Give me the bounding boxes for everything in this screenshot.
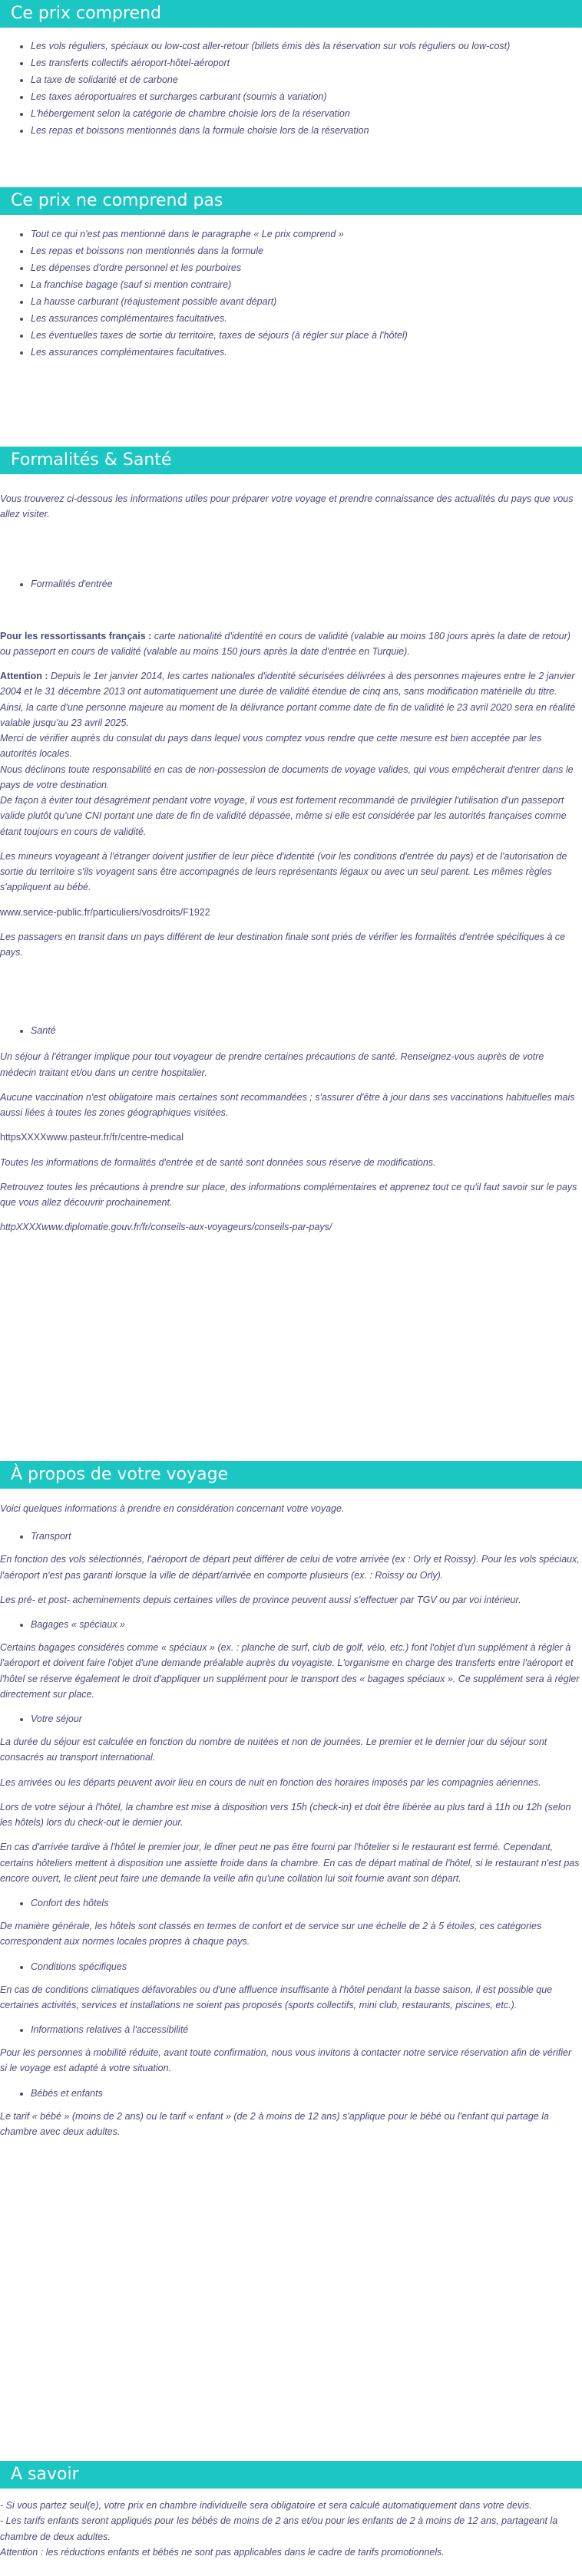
list-item: • Les repas et boissons mentionnés dans la formule choisie lors de la réservation (31, 122, 582, 139)
checkin-text: Lors de votre séjour à l'hôtel, la chambre est mise à disposition vers 15h (check-in) et doit être libérée au plus tard à 11h ou 12h (selon les hôtels) lors du check-out le dernier jour. (0, 1801, 571, 1828)
section-title: Formalités & Santé (0, 447, 582, 474)
list-item: • Les éventuelles taxes de sortie du territoire, taxes de séjours (à régler sur place à l'hôtel) (31, 327, 582, 344)
list-item: • La franchise bagage (sauf si mention contraire) (31, 276, 582, 293)
subhead-sante: • Santé (0, 1023, 580, 1038)
list-item: • Les assurances complémentaires facultatives. (31, 310, 582, 327)
section-prix-comprend (0, 0, 582, 157)
subhead-bagages: • Bagages « spéciaux » (0, 1617, 580, 1632)
list-item: • La hausse carburant (réajustement possible avant départ) (31, 293, 582, 310)
attention-text: Attention : Depuis le 1er janvier 2014, les cartes nationales d'identité sécurisées délivrées à des personnes majeures entre le 2 janvier 2004 et le 31 décembre 2013 ont automatiquement une durée de validité étendue de cinq ans, sans modification matérielle du titre. Ainsi, la carte d'une personne majeure au moment de la délivrance portant comme date de fin de validité le 23 avril 2020 sera en réalité valable jusqu'au 23 avril 2025. (0, 671, 576, 728)
section-formalites-sante (0, 447, 582, 1461)
bebes-text: Le tarif « bébé » (moins de 2 ans) ou le tarif « enfant » (de 2 à moins de 12 ans) s'applique pour le bébé ou l'enfant qui partage la chambre avec deux adultes. (0, 2110, 549, 2137)
list-item: • Les dépenses d'ordre personnel et les pourboires (31, 259, 582, 276)
savoir-line-2: - Les tarifs enfants seront appliqués pour les bébés de moins de 2 ans et/ou pour les enfants de 2 à moins de 12 ans, partageant la chambre de deux adultes. (0, 2515, 558, 2542)
subhead-transport: • Transport (0, 1529, 580, 1544)
section-title: Ce prix ne comprend pas (0, 187, 582, 215)
conditions-text: En cas de conditions climatiques défavorables ou d'une affluence insuffisante à l'hôtel pendant la basse saison, il est possible que certaines activités, services et installations ne soient pas proposés (sports collectifs, mini club, restaurants, piscines, etc.). (0, 1984, 553, 2010)
list-item: • Tout ce qui n'est pas mentionné dans le paragraphe « Le prix comprend » (31, 226, 582, 242)
list-item: • L'hébergement selon la catégorie de chambre choisie lors de la réservation (31, 105, 582, 122)
section-prix-ne-comprend-pas (0, 187, 582, 413)
reserve-text: Toutes les informations de formalités d'entrée et de santé sont données sous réserve de modifications. (0, 1156, 436, 1168)
subhead-accessibilite: • Informations relatives à l'accessibilité (0, 2022, 580, 2037)
section-title: À propos de votre voyage (0, 1461, 582, 1489)
transport-text: En fonction des vols sélectionnés, l'aéroport de départ peut différer de celui de votre arrivée (ex : Orly et Roissy). Pour les vols spéciaux, l'aéroport n'est pas garanti lorsque la ville de départ/arrivée en comporte plusieurs (ex. : Roissy ou Orly). (0, 1554, 580, 1581)
section-title: A savoir (0, 2461, 582, 2489)
excluded-list (0, 226, 582, 361)
consulat-text: Merci de vérifier auprès du consulat du pays dans lequel vous comptez vous rendre que cette mesure est bien acceptée par les autorités locales. (0, 733, 542, 760)
savoir-line-3: Attention : les réductions enfants et bébés ne sont pas applicables dans le cadre de tarifs promotionnels. (0, 2546, 445, 2558)
section-title: Ce prix comprend (0, 0, 582, 28)
precautions-text: Retrouvez toutes les précautions à prendre sur place, des informations complémentaires et apprenez tout ce qu'il faut savoir sur le pays que vous allez découvrir prochainement. (0, 1181, 577, 1208)
list-item: • Les vols réguliers, spéciaux ou low-cost aller-retour (billets émis dès la réservation sur vols réguliers ou low-cost) (31, 38, 582, 54)
list-item: • Les transferts collectifs aéroport-hôtel-aéroport (31, 54, 582, 71)
passeport-text: De façon à éviter tout désagrément pendant votre voyage, il vous est fortement recommandé de privilégier l'utilisation d'un passeport valide plutôt qu'une CNI portant une date de fin de validité dépassée, même si elle est considérée par les autorités françaises comme étant toujours en cours de validité. (0, 795, 567, 837)
section-a-savoir (0, 2461, 582, 2576)
list-item: • Les taxes aéroportuaires et surcharges carburant (soumis à variation) (31, 88, 582, 105)
list-item: • Les repas et boissons non mentionnés dans la formule (31, 242, 582, 259)
accessibilite-text: Pour les personnes à mobilité réduite, avant toute confirmation, nous vous invitons à contacter notre service réservation afin de vérifier si le voyage est adapté à votre situation. (0, 2047, 572, 2074)
savoir-line-1: - Si vous partez seul(e), votre prix en chambre individuelle sera obligatoire et sera calculé automatiquement dans votre devis. (0, 2500, 532, 2511)
health-text: Un séjour à l'étranger implique pour tout voyageur de prendre certaines précautions de santé. Renseignez-vous auprès de votre médecin traitant et/ou dans un centre hospitalier. (0, 1051, 544, 1078)
intro-text: Voici quelques informations à prendre en considération concernant votre voyage. (0, 1503, 345, 1514)
subhead-bebes: • Bébés et enfants (0, 2086, 580, 2101)
responsabilite-text: Nous déclinons toute responsabilité en cas de non-possession de documents de voyage valides, qui vous empêcherait d'entrer dans le pays de votre destination. (0, 764, 574, 790)
bagages-text: Certains bagages considérés comme « spéciaux » (ex. : planche de surf, club de golf, vélo, etc.) font l'objet d'un supplément à régler à l'aéroport et doivent faire l'objet d'une demande préalable auprès du voyagiste. L'organisme en charge des transferts entre l'aéroport et l'hôtel se réserve également le droit d'appliquer un supplément pour le transport des « bagages spéciaux ». Ce supplément sera à régler directement sur place. (0, 1642, 580, 1700)
arrivee-tardive-text: En cas d'arrivée tardive à l'hôtel le premier jour, le dîner peut ne pas être fourni par l'hôtelier si le restaurant est fermé. Cependant, certains hôteliers mettent à disposition une assiette froide dans la chambre. En cas de départ matinal de l'hôtel, si le restaurant n'est pas encore ouvert, le client peut faire une demande la veille afin qu'une collation lui soit fournie avant son départ. (0, 1842, 580, 1884)
list-item: • Les assurances complémentaires facultatives. (31, 344, 582, 361)
transit-text: Les passagers en transit dans un pays différent de leur destination finale sont priés de vérifier les formalités d'entrée spécifiques à ce pays. (0, 931, 566, 958)
list-item: • La taxe de solidarité et de carbone (31, 71, 582, 88)
subhead-sejour: • Votre séjour (0, 1711, 580, 1727)
subhead-confort: • Confort des hôtels (0, 1895, 580, 1911)
french-nationals-text: Pour les ressortissants français : carte nationalité d'identité en cours de validité (valable au moins 180 jours après la date de retour) ou passeport en cours de validité (valable au moins 150 jours après la date d'entrée en Turquie). (0, 630, 571, 657)
vaccination-text: Aucune vaccination n'est obligatoire mais certaines sont recommandées ; s'assurer d'être à jour dans ses vaccinations habituelles mais aussi liées à toutes les zones géographiques visitées. (0, 1091, 575, 1118)
pasteur-link[interactable]: httpsXXXXwww.pasteur.fr/fr/centre-medical (0, 1132, 184, 1143)
diplomatie-link[interactable]: httpXXXXwww.diplomatie.gouv.fr/fr/conseils-aux-voyageurs/conseils-par-pays/ (0, 1222, 332, 1233)
acheminement-text: Les pré- et post- acheminements depuis certaines villes de province peuvent aussi s'effectuer par TGV ou par voi intérieur. (0, 1594, 521, 1605)
arrivees-text: Les arrivées ou les départs peuvent avoir lieu en cours de nuit en fonction des horaires imposés par les compagnies aériennes. (0, 1776, 541, 1788)
service-public-link[interactable]: www.service-public.fr/particuliers/vosdroits/F1922 (0, 906, 210, 918)
intro-text: Vous trouverez ci-dessous les informations utiles pour préparer votre voyage et prendre connaissance des actualités du pays que vous allez visiter. (0, 493, 574, 520)
section-a-propos (0, 1461, 582, 2461)
subhead-conditions: • Conditions spécifiques (0, 1959, 580, 1974)
subhead-formalites: • Formalités d'entrée (0, 576, 580, 592)
duree-text: La durée du séjour est calculée en fonction du nombre de nuitées et non de journées. Le premier et le dernier jour du séjour sont consacrés au transport international. (0, 1737, 547, 1763)
minors-text: Les mineurs voyageant à l'étranger doivent justifier de leur pièce d'identité (voir les conditions d'entrée du pays) et de l'autorisation de sortie du territoire s'ils voyagent sans être accompagnés de leurs représentants légaux ou avec un seul parent. Les mêmes règles s'appliquent au bébé. (0, 850, 567, 893)
confort-text: De manière générale, les hôtels sont classés en termes de confort et de service sur une échelle de 2 à 5 étoiles, ces catégories correspondent aux normes locales propres à chaque pays. (0, 1921, 542, 1948)
included-list (0, 38, 582, 139)
